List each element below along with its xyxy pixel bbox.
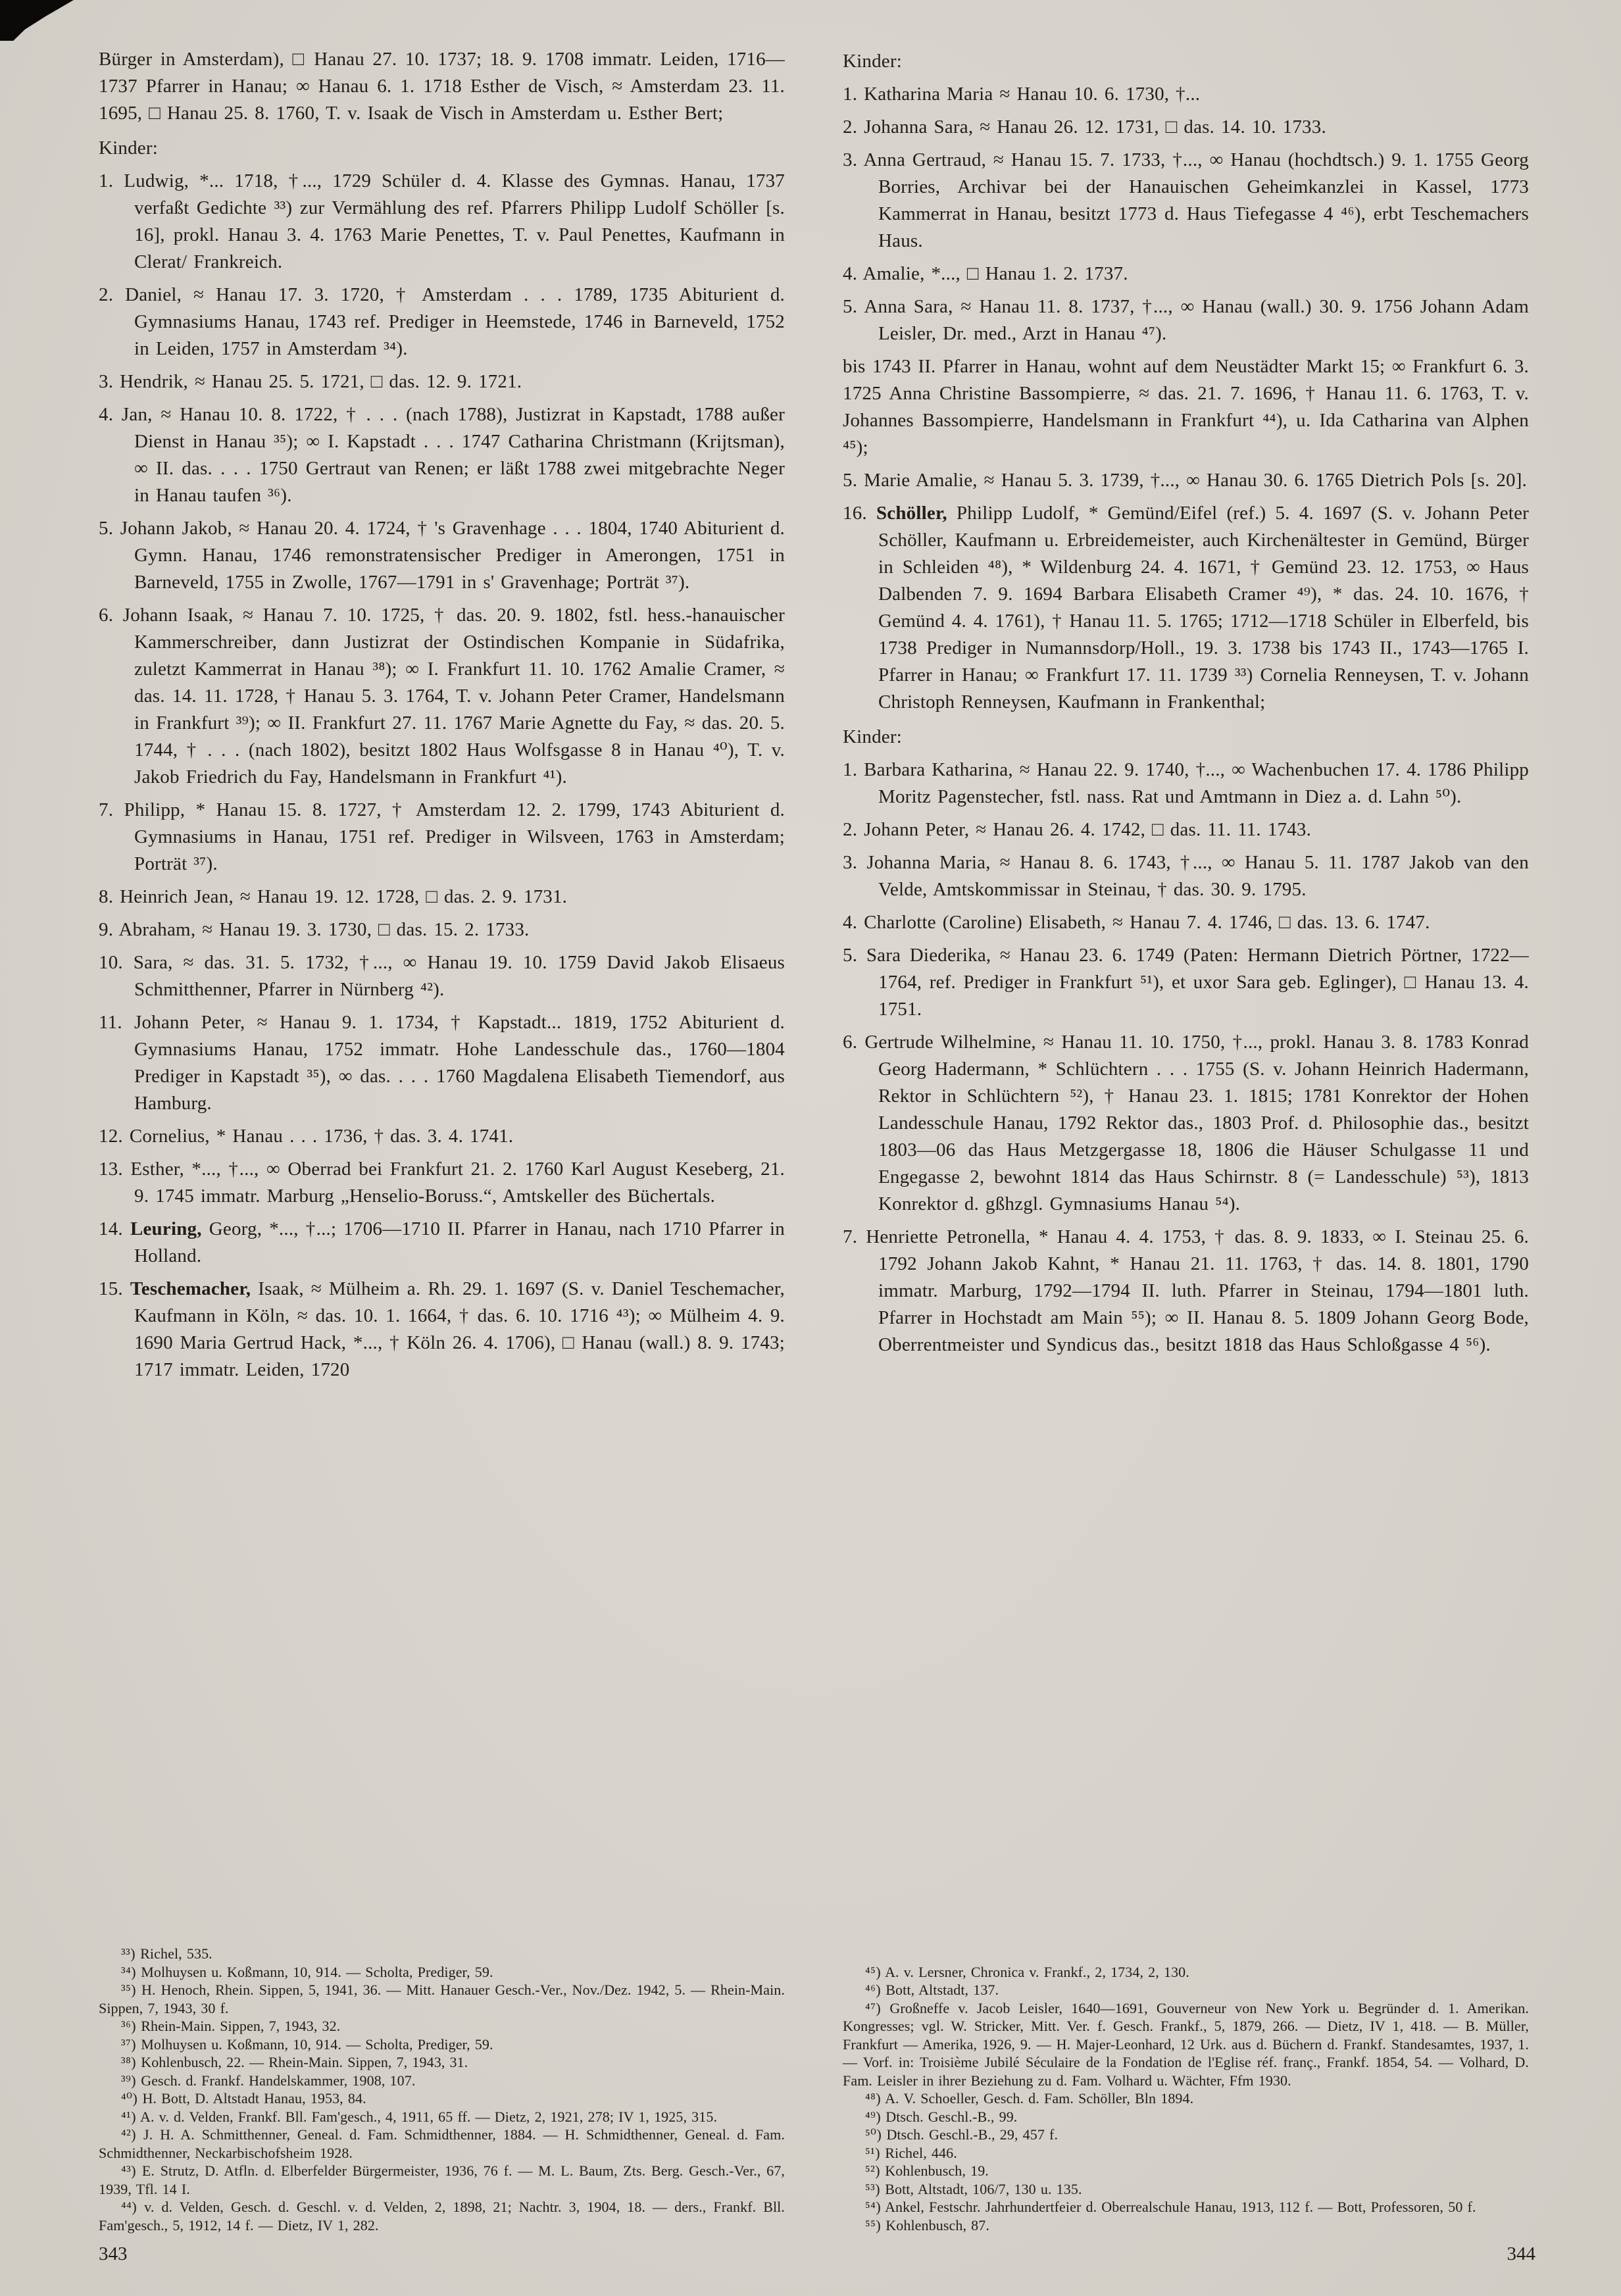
- item-text: Esther, *..., †..., ∞ Oberrad bei Frankfurt 21. 2. 1760 Karl August Keseberg, 21. 9. 1745 immatr. Marburg „Henselio-Boruss.“, Amtskeller des Büchertals.: [130, 1159, 785, 1207]
- item-number: 5.: [843, 945, 858, 966]
- surname-bold: Leuring,: [130, 1218, 202, 1239]
- child-entry: [843, 909, 1529, 936]
- item-number: 1.: [99, 170, 114, 191]
- item-text: Hendrik, ≈ Hanau 25. 5. 1721, □ das. 12. 9. 1721.: [120, 371, 522, 392]
- footnote-number: ³⁴): [121, 1963, 137, 1980]
- footnote: [99, 1963, 785, 1982]
- child-entry: [843, 293, 1529, 347]
- child-entry: [843, 467, 1529, 494]
- item-text: Daniel, ≈ Hanau 17. 3. 1720, † Amsterdam . . . 1789, 1735 Abiturient d. Gymnasiums Hanau, 1743 ref. Prediger in Heemstede, 1746 in Barneveld, 1752 in Leiden, 1757 in Amsterdam ³⁴).: [125, 284, 785, 359]
- footnote: [99, 2035, 785, 2054]
- item-text: Cornelius, * Hanau . . . 1736, † das. 3. 4. 1741.: [129, 1126, 514, 1147]
- item-number: 12.: [99, 1126, 123, 1147]
- item-text: Jan, ≈ Hanau 10. 8. 1722, † . . . (nach 1788), Justizrat in Kapstadt, 1788 außer Dienst in Hanau ³⁵); ∞ I. Kapstadt . . . 1747 Catharina Christmann (Krijtsman), ∞ II. das. . . . 1750 Gertraut van Renen; er läßt 1788 zwei mitgebrachte Neger in Hanau taufen ³⁶).: [121, 404, 785, 506]
- continuation-paragraph: Bürger in Amsterdam), □ Hanau 27. 10. 1737; 18. 9. 1708 immatr. Leiden, 1716—1737 Pfarrer in Hanau; ∞ Hanau 6. 1. 1718 Esther de Visch, ≈ Amsterdam 23. 11. 1695, □ Hanau 25. 8. 1760, T. v. Isaak de Visch in Amsterdam u. Esther Bert;: [99, 49, 785, 124]
- child-entry: [99, 401, 785, 509]
- child-entry: [843, 757, 1529, 811]
- item-text: Anna Sara, ≈ Hanau 11. 8. 1737, †..., ∞ Hanau (wall.) 30. 9. 1756 Johann Adam Leisler, Dr. med., Arzt in Hanau ⁴⁷).: [864, 296, 1529, 344]
- child-entry: [99, 916, 785, 943]
- footnote: [843, 2180, 1529, 2199]
- footnote-number: ⁴⁵): [865, 1963, 882, 1980]
- child-entry: [99, 949, 785, 1003]
- footnote-text: H. Bott, D. Altstadt Hanau, 1953, 84.: [142, 2090, 366, 2107]
- kinder-heading: Kinder:: [843, 726, 902, 747]
- kinder-heading: Kinder:: [99, 137, 158, 159]
- footnote-number: ⁴⁶): [865, 1982, 882, 1998]
- footnote-number: ⁵¹): [865, 2144, 881, 2161]
- child-entry: [99, 884, 785, 911]
- footnote-number: ³⁸): [121, 2054, 137, 2070]
- item-text: Amalie, *..., □ Hanau 1. 2. 1737.: [862, 263, 1128, 284]
- footnote-number: ³⁷): [121, 2035, 137, 2053]
- item-text: Katharina Maria ≈ Hanau 10. 6. 1730, †...: [864, 84, 1201, 105]
- footnote-text: A. v. Lersner, Chronica v. Frankf., 2, 1734, 2, 130.: [885, 1963, 1189, 1980]
- footnote-text: A. v. d. Velden, Frankf. Bll. Fam'gesch., 4, 1911, 65 ff. — Dietz, 2, 1921, 278; IV 1, 1925, 315.: [139, 2108, 718, 2125]
- item-text: Charlotte (Caroline) Elisabeth, ≈ Hanau 7. 4. 1746, □ das. 13. 6. 1747.: [864, 912, 1430, 933]
- footnote-text: E. Strutz, D. Atfln. d. Elberfelder Bürgermeister, 1936, 76 f. — M. L. Baum, Zts. Berg. Gesch.-Ver., 67, 1939, Tfl. 14 I.: [99, 2162, 785, 2197]
- item-number: 7.: [843, 1226, 858, 1247]
- footnote-number: ⁴⁹): [865, 2108, 882, 2125]
- item-text: Abraham, ≈ Hanau 19. 3. 1730, □ das. 15. 2. 1733.: [118, 919, 530, 940]
- footnote-number: ⁴⁷): [865, 1999, 882, 2016]
- footnote: [843, 2108, 1529, 2126]
- footnote-text: Dtsch. Geschl.-B., 99.: [885, 2108, 1018, 2125]
- footnote-number: ⁴⁰): [121, 2090, 138, 2107]
- item-text: Barbara Katharina, ≈ Hanau 22. 9. 1740, †..., ∞ Wachenbuchen 17. 4. 1786 Philipp Moritz Pagenstecher, fstl. nass. Rat und Amtmann in Diez a. d. Lahn ⁵⁰).: [864, 759, 1530, 807]
- item-number: 5.: [843, 470, 858, 491]
- footnote-number: ⁴⁴): [121, 2199, 137, 2215]
- footnote-number: ⁴⁸): [865, 2090, 882, 2107]
- child-entry: [843, 261, 1529, 287]
- footnote-text: Großneffe v. Jacob Leisler, 1640—1691, Gouverneur von New York u. Begründer d. 1. Amerikan. Kongresses; vgl. W. Stricker, Mitt. Ver. f. Gesch. Frankf., 5, 1879, 266. — Dietz, IV 1, 418. — B. Müller, Frankfurt — Amerika, 1926, 9. — H. Majer-Leonhard, 12 Urk. aus d. Büchern d. Frankf. Standesamtes, 1937, 1. — Vorf. in: Troisième Jubilé Séculaire de la Fondation de l'Eglise réf. franç., Frankf. 1854, 54. — Volhard, D. Fam. Leisler in ihrer Beziehung zu d. Fam. Volhard u. Wächter, Ffm 1930.: [843, 1999, 1529, 2089]
- item-number: 5.: [843, 296, 858, 317]
- item-number: 2.: [99, 284, 114, 305]
- child-entry: [843, 816, 1529, 843]
- footnote: [843, 2198, 1529, 2216]
- item-text: Johann Peter, ≈ Hanau 26. 4. 1742, □ das. 11. 11. 1743.: [864, 819, 1312, 840]
- item-number: 3.: [843, 852, 858, 873]
- footnote: [99, 2162, 785, 2198]
- item-text: Johann Isaak, ≈ Hanau 7. 10. 1725, † das. 20. 9. 1802, fstl. hess.-hanauischer Kammerschreiber, dann Justizrat der Ostindischen Kompanie in Südafrika, zuletzt Kammerrat in Hanau ³⁸); ∞ I. Frankfurt 11. 10. 1762 Amalie Cramer, ≈ das. 14. 11. 1728, † Hanau 5. 3. 1764, T. v. Johann Peter Cramer, Handelsmann in Frankfurt ³⁹); ∞ II. Frankfurt 27. 11. 1767 Marie Agnette du Fay, ≈ das. 20. 5. 1744, † . . . (nach 1802), besitzt 1802 Haus Wolfsgasse 8 in Hanau ⁴⁰), T. v. Jakob Friedrich du Fay, Handelsmann in Frankfurt ⁴¹).: [122, 605, 785, 787]
- footnote: [843, 2126, 1529, 2144]
- footnote-number: ⁵⁰): [865, 2126, 882, 2143]
- footnote-text: Bott, Altstadt, 106/7, 130 u. 135.: [885, 2180, 1082, 2197]
- footnote-text: Dtsch. Geschl.-B., 29, 457 f.: [886, 2126, 1059, 2143]
- child-entry: [99, 515, 785, 596]
- footnote: [843, 1981, 1529, 1999]
- item-text: Johanna Sara, ≈ Hanau 26. 12. 1731, □ das. 14. 10. 1733.: [864, 116, 1326, 137]
- footnote: [843, 2089, 1529, 2108]
- footnote-text: Molhuysen u. Koßmann, 10, 914. — Scholta, Prediger, 59.: [141, 2035, 493, 2053]
- footnote: [99, 1945, 785, 1963]
- continuation-paragraph: bis 1743 II. Pfarrer in Hanau, wohnt auf dem Neustädter Markt 15; ∞ Frankfurt 6. 3. 1725 Anna Christine Bassompierre, ≈ das. 21. 7. 1696, † Hanau 11. 6. 1763, T. v. Johannes Bassompierre, Handelsmann in Frankfurt ⁴⁴), u. Ida Catharina van Alphen ⁴⁵);: [843, 356, 1529, 458]
- page-number-left: 343: [99, 2243, 128, 2264]
- footnote-text: v. d. Velden, Gesch. d. Geschl. v. d. Velden, 2, 1898, 21; Nachtr. 3, 1904, 18. — ders., Frankf. Bll. Fam'gesch., 5, 1912, 14 f. — Dietz, IV 1, 282.: [99, 2199, 785, 2234]
- footnote-number: ⁴¹): [121, 2108, 137, 2125]
- footnote-number: ³⁵): [121, 1982, 137, 1998]
- item-number: 4.: [843, 912, 858, 933]
- family-entry: [99, 1216, 785, 1270]
- item-number: 2.: [843, 819, 858, 840]
- child-entry: [99, 368, 785, 395]
- footnote-text: A. V. Schoeller, Gesch. d. Fam. Schöller, Bln 1894.: [885, 2090, 1194, 2107]
- footnote-text: Kohlenbusch, 22. — Rhein-Main. Sippen, 7, 1943, 31.: [141, 2054, 468, 2070]
- footnote-text: Rhein-Main. Sippen, 7, 1943, 32.: [141, 2018, 341, 2034]
- scan-corner-artifact: [0, 0, 74, 41]
- item-number: 1.: [843, 84, 858, 105]
- left-column: [99, 46, 785, 2234]
- item-number: 13.: [99, 1159, 123, 1180]
- child-entry: [843, 147, 1529, 255]
- item-number: 3.: [99, 371, 114, 392]
- child-entry: [843, 1224, 1529, 1359]
- right-column: [843, 46, 1529, 2234]
- item-number: 16.: [843, 503, 867, 524]
- footnote-text: Richel, 446.: [885, 2144, 957, 2161]
- footnote-text: Molhuysen u. Koßmann, 10, 914. — Scholta, Prediger, 59.: [141, 1963, 493, 1980]
- child-entry: [99, 168, 785, 276]
- item-number: 9.: [99, 919, 114, 940]
- footnote: [99, 1981, 785, 2017]
- footnote: [99, 2053, 785, 2072]
- item-text: Philipp, * Hanau 15. 8. 1727, † Amsterdam 12. 2. 1799, 1743 Abiturient d. Gymnasiums in Hanau, 1751 ref. Prediger in Wilsveen, 1763 in Amsterdam; Porträt ³⁷).: [124, 799, 786, 874]
- item-number: 14.: [99, 1218, 123, 1239]
- footnote-number: ³³): [121, 1945, 136, 1962]
- child-entry: [843, 114, 1529, 141]
- surname-bold: Teschemacher,: [130, 1278, 251, 1299]
- item-text: Georg, *..., †...; 1706—1710 II. Pfarrer in Hanau, nach 1710 Pfarrer in Holland.: [134, 1218, 785, 1266]
- item-number: 4.: [99, 404, 114, 425]
- child-entry: [843, 81, 1529, 108]
- child-entry: [99, 282, 785, 362]
- child-entry: [99, 1156, 785, 1210]
- item-number: 7.: [99, 799, 114, 820]
- footnote-number: ³⁶): [121, 2018, 137, 2034]
- item-text: Marie Amalie, ≈ Hanau 5. 3. 1739, †..., ∞ Hanau 30. 6. 1765 Dietrich Pols [s. 20].: [864, 470, 1528, 491]
- footnote: [843, 1963, 1529, 1982]
- item-text: Philipp Ludolf, * Gemünd/Eifel (ref.) 5. 4. 1697 (S. v. Johann Peter Schöller, Kaufmann u. Erbreidemeister, auch Kirchenältester in Gemünd, Bürger in Schleiden ⁴⁸), * Wildenburg 24. 4. 1671, † Gemünd 23. 12. 1753, ∞ Haus Dalbenden 7. 9. 1694 Barbara Elisabeth Cramer ⁴⁹), * das. 24. 10. 1676, † Gemünd 4. 4. 1761), † Hanau 11. 5. 1765; 1712—1718 Schüler in Elberfeld, bis 1738 Prediger in Numannsdorp/Holl., 19. 3. 1738 bis 1743 II., 1743—1765 I. Pfarrer in Hanau; ∞ Frankfurt 17. 11. 1739 ³³) Cornelia Renneysen, T. v. Johann Christoph Renneysen, Kaufmann in Frankenthal;: [878, 503, 1529, 712]
- footnote-text: Richel, 535.: [140, 1945, 212, 1962]
- item-text: Johann Jakob, ≈ Hanau 20. 4. 1724, † 's Gravenhage . . . 1804, 1740 Abiturient d. Gymn. Hanau, 1746 remonstratensischer Prediger in Amerongen, 1751 in Barneveld, 1755 in Zwolle, 1767—1791 in s' Gravenhage; Porträt ³⁷).: [120, 518, 785, 593]
- item-number: 4.: [843, 263, 858, 284]
- item-text: Gertrude Wilhelmine, ≈ Hanau 11. 10. 1750, †..., prokl. Hanau 3. 8. 1783 Konrad Georg Hadermann, * Schlüchtern . . . 1755 (S. v. Johann Heinrich Hadermann, Rektor in Schlüchtern ⁵²), † Hanau 23. 1. 1815; 1781 Konrektor der Hohen Landesschule Hanau, 1792 Rektor das., 1803 Prof. d. Philosophie das., besitzt 1803—06 das Haus Metzgergasse 18, 1806 die Häuser Schulgasse 11 und Engegasse 2, bewohnt 1814 das Haus Schirnstr. 8 (= Landesschule) ⁵³), 1813 Konrektor d. gßhzgl. Gymnasiums Hanau ⁵⁴).: [864, 1032, 1529, 1214]
- child-entry: [99, 1123, 785, 1150]
- page-footer: [99, 2243, 1535, 2264]
- item-number: 8.: [99, 886, 114, 907]
- footnote: [843, 2144, 1529, 2162]
- footnotes-right: [843, 1963, 1529, 2235]
- footnote: [99, 2126, 785, 2162]
- child-entry: [99, 1009, 785, 1117]
- child-entry: [843, 1029, 1529, 1218]
- item-number: 6.: [843, 1032, 858, 1053]
- item-text: Henriette Petronella, * Hanau 4. 4. 1753, † das. 8. 9. 1833, ∞ I. Steinau 25. 6. 1792 Johann Jakob Kahnt, * Hanau 21. 11. 1763, † das. 14. 8. 1801, 1790 immatr. Marburg, 1792—1794 II. luth. Pfarrer in Steinau, 1794—1801 luth. Pfarrer in Hochstadt am Main ⁵⁵); ∞ II. Hanau 8. 5. 1809 Johann Georg Bode, Oberrentmeister und Syndicus das., besitzt 1818 das Haus Schloßgasse 4 ⁵⁶).: [866, 1226, 1530, 1355]
- item-text: Heinrich Jean, ≈ Hanau 19. 12. 1728, □ das. 2. 9. 1731.: [120, 886, 568, 907]
- footnote: [99, 2108, 785, 2126]
- footnote-text: J. H. A. Schmitthenner, Geneal. d. Fam. Schmidthenner, 1884. — H. Schmidthenner, Geneal. d. Fam. Schmidthenner, Neckarbischofsheim 1928.: [99, 2126, 785, 2161]
- two-column-text: [99, 46, 1535, 2234]
- page-number-right: 344: [1507, 2243, 1535, 2264]
- item-text: Johann Peter, ≈ Hanau 9. 1. 1734, † Kapstadt... 1819, 1752 Abiturient d. Gymnasiums Hanau, 1752 immatr. Hohe Landesschule das., 1760—1804 Prediger in Kapstadt ³⁵), ∞ das. . . . 1760 Magdalena Elisabeth Tiemendorf, aus Hamburg.: [134, 1012, 785, 1114]
- footnote-number: ⁵⁴): [865, 2199, 882, 2215]
- footnote-text: H. Henoch, Rhein. Sippen, 5, 1941, 36. — Mitt. Hanauer Gesch.-Ver., Nov./Dez. 1942, 5. — Rhein-Main. Sippen, 7, 1943, 30 f.: [99, 1982, 785, 2016]
- footnote: [843, 2162, 1529, 2180]
- item-number: 11.: [99, 1012, 122, 1033]
- item-number: 1.: [843, 759, 858, 780]
- item-text: Ludwig, *... 1718, †..., 1729 Schüler d. 4. Klasse des Gymnas. Hanau, 1737 verfaßt Gedichte ³³) zur Vermählung des ref. Pfarrers Philipp Ludolf Schöller [s. 16], prokl. Hanau 3. 4. 1763 Marie Penettes, T. v. Paul Penettes, Kaufmann in Clerat/ Frankreich.: [124, 170, 785, 272]
- footnotes-left: [99, 1945, 785, 2234]
- footnote-text: Kohlenbusch, 87.: [885, 2216, 989, 2234]
- footnote-text: Bott, Altstadt, 137.: [885, 1982, 999, 1998]
- item-text: Sara Diederika, ≈ Hanau 23. 6. 1749 (Paten: Hermann Dietrich Pörtner, 1722—1764, ref. Prediger in Frankfurt ⁵¹), et uxor Sara geb. Eglinger), □ Hanau 13. 4. 1751.: [866, 945, 1529, 1020]
- child-entry: [99, 797, 785, 878]
- surname-bold: Schöller,: [876, 503, 947, 524]
- family-entry: [99, 1276, 785, 1384]
- item-number: 3.: [843, 149, 858, 170]
- footnote: [99, 2072, 785, 2090]
- item-number: 5.: [99, 518, 114, 539]
- footnote-number: ³⁹): [121, 2072, 137, 2089]
- footnote-text: Kohlenbusch, 19.: [885, 2162, 989, 2179]
- footnote: [843, 2216, 1529, 2235]
- family-entry: [843, 500, 1529, 716]
- footnote-number: ⁵³): [865, 2180, 881, 2197]
- item-number: 10.: [99, 952, 123, 973]
- footnote: [99, 2017, 785, 2035]
- footnote-number: ⁵⁵): [865, 2216, 882, 2234]
- footnote-number: ⁵²): [865, 2162, 881, 2179]
- footnote: [99, 2198, 785, 2234]
- footnote: [843, 1999, 1529, 2090]
- item-number: 15.: [99, 1278, 123, 1299]
- footnote-text: Gesch. d. Frankf. Handelskammer, 1908, 107.: [141, 2072, 416, 2089]
- footnote-text: Ankel, Festschr. Jahrhundertfeier d. Oberrealschule Hanau, 1913, 112 f. — Bott, Professoren, 50 f.: [885, 2199, 1476, 2215]
- item-text: Johanna Maria, ≈ Hanau 8. 6. 1743, †..., ∞ Hanau 5. 11. 1787 Jakob van den Velde, Amtskommissar in Steinau, † das. 30. 9. 1795.: [866, 852, 1530, 900]
- footnote-number: ⁴³): [121, 2162, 137, 2179]
- footnote: [99, 2089, 785, 2108]
- kinder-heading: Kinder:: [843, 51, 902, 72]
- item-number: 2.: [843, 116, 858, 137]
- footnote-number: ⁴²): [121, 2126, 137, 2143]
- item-text: Sara, ≈ das. 31. 5. 1732, †..., ∞ Hanau 19. 10. 1759 David Jakob Elisaeus Schmitthenner, Pfarrer in Nürnberg ⁴²).: [133, 952, 786, 1000]
- child-entry: [99, 602, 785, 791]
- child-entry: [843, 849, 1529, 903]
- item-text: Isaak, ≈ Mülheim a. Rh. 29. 1. 1697 (S. v. Daniel Teschemacher, Kaufmann in Köln, ≈ das. 10. 1. 1664, † das. 6. 10. 1716 ⁴³); ∞ Mülheim 4. 9. 1690 Maria Gertrud Hack, *..., † Köln 26. 4. 1706), □ Hanau (wall.) 8. 9. 1743; 1717 immatr. Leiden, 1720: [134, 1278, 785, 1380]
- child-entry: [843, 942, 1529, 1023]
- item-number: 6.: [99, 605, 114, 626]
- item-text: Anna Gertraud, ≈ Hanau 15. 7. 1733, †..., ∞ Hanau (hochdtsch.) 9. 1. 1755 Georg Borries, Archivar bei der Hanauischen Geheimkanzlei in Kassel, 1773 Kammerrat in Hanau, besitzt 1773 d. Haus Tiefegasse 4 ⁴⁶), erbt Teschemachers Haus.: [863, 149, 1529, 251]
